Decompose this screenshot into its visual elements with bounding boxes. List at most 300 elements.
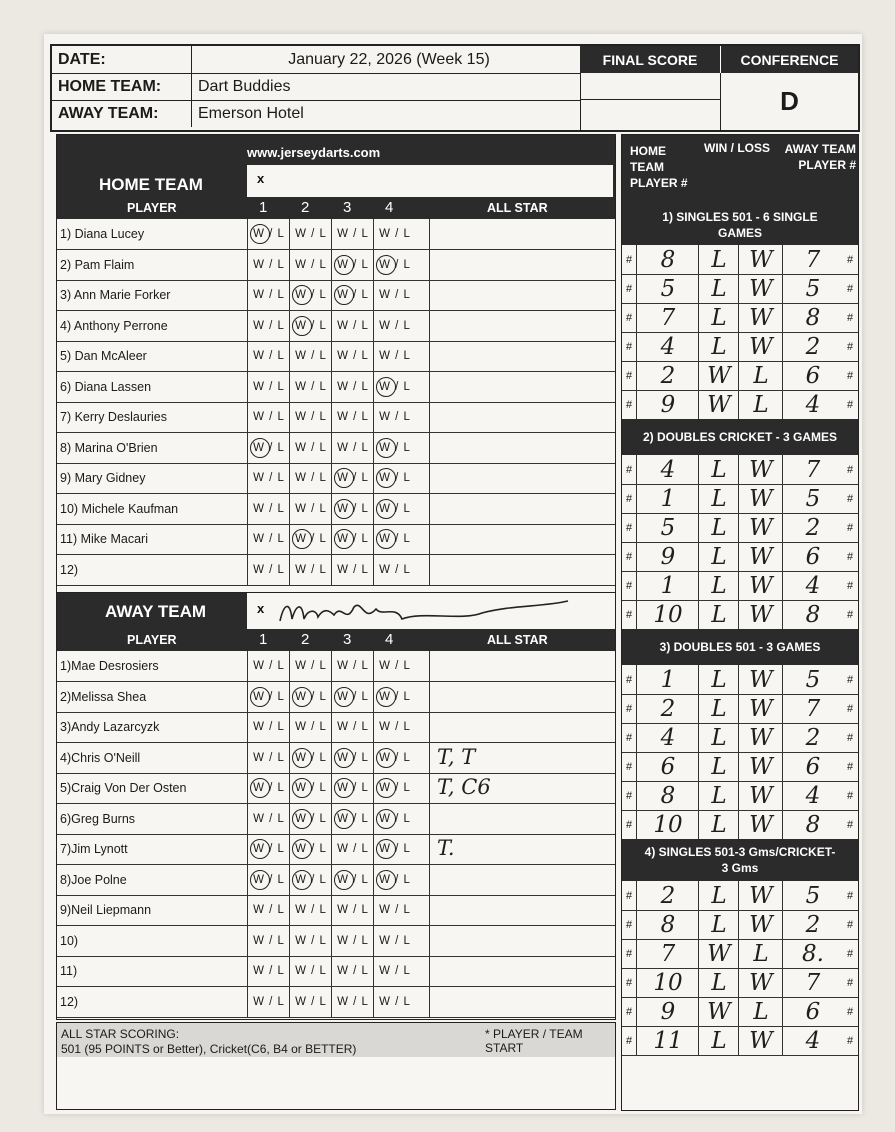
home-player-number: 9 (636, 542, 699, 571)
hash-left: # (625, 463, 633, 476)
home-game-1-result: W / L (247, 524, 290, 554)
home-win-loss: L (698, 513, 739, 542)
hash-right: # (846, 918, 854, 931)
away-game-1-result: W / L (247, 987, 290, 1017)
home-player-number: 9 (636, 997, 699, 1026)
home-win-loss: W (698, 361, 739, 390)
home-team-banner (57, 135, 615, 197)
away-game-1-result: W / L (247, 651, 290, 681)
home-player-number: 8 (636, 245, 699, 274)
away-game-3-result: W / L (331, 865, 374, 895)
section-3-game-row (622, 694, 858, 724)
home-player-name: 5) Dan McAleer (60, 349, 147, 363)
home-player-number: 10 (636, 600, 699, 629)
away-game-1-result: W / L (247, 712, 290, 742)
hash-right: # (846, 369, 854, 382)
home-game-4-result: W / L (373, 311, 416, 341)
hash-left: # (625, 1034, 633, 1047)
home-win-loss: L (698, 600, 739, 629)
away-marked-result-circle (334, 687, 354, 707)
away-game-2-result: W / L (289, 865, 332, 895)
home-player-name: 9) Mary Gidney (60, 471, 146, 485)
away-win-loss: W (738, 571, 783, 600)
home-allstar-cell (429, 311, 616, 341)
away-marked-result-circle (376, 778, 396, 798)
away-marked-result-circle (334, 809, 354, 829)
home-game-1-result: W / L (247, 250, 290, 280)
home-allstar-cell (429, 372, 616, 402)
away-win-loss: L (738, 361, 783, 390)
away-game-4-result: W / L (373, 956, 416, 986)
hash-right: # (846, 673, 854, 686)
home-game-3-result: W / L (331, 311, 374, 341)
home-player-name: 3) Ann Marie Forker (60, 288, 171, 302)
section-2-game-row (622, 542, 858, 572)
away-player-number: 2 (782, 332, 843, 361)
home-game-2-result: W / L (289, 219, 332, 249)
away-marked-result-circle (376, 809, 396, 829)
date-value: January 22, 2026 (Week 15) (288, 50, 490, 68)
away-marked-result-circle (376, 687, 396, 707)
home-win-loss: L (698, 274, 739, 303)
hash-right: # (846, 340, 854, 353)
away-game-3-result: W / L (331, 743, 374, 773)
hash-right: # (846, 521, 854, 534)
home-player-number: 9 (636, 390, 699, 419)
hash-right: # (846, 608, 854, 621)
hash-right: # (846, 550, 854, 563)
away-player-number: 6 (782, 752, 843, 781)
home-win-loss: L (698, 694, 739, 723)
away-player-number: 7 (782, 968, 843, 997)
section-1-game-row (622, 303, 858, 333)
away-player-number: 4 (782, 1026, 843, 1055)
away-marked-result-circle (292, 748, 312, 768)
home-game-4-result: W / L (373, 250, 416, 280)
away-game-3-result: W / L (331, 834, 374, 864)
date-label: DATE: (52, 46, 192, 73)
home-marked-result-circle (292, 285, 312, 305)
away-game-1-result: W / L (247, 834, 290, 864)
match-results-panel (621, 134, 859, 1111)
home-player-name: 8) Marina O'Brien (60, 440, 158, 455)
home-player-name: 2) Pam Flaim (60, 257, 135, 272)
player-team-start-note: * PLAYER / TEAM START (485, 1027, 583, 1055)
win-loss-label: WIN / LOSS (704, 141, 770, 155)
away-game-1-result: W / L (247, 865, 290, 895)
hash-left: # (625, 976, 633, 989)
home-game-2-result: W / L (289, 524, 332, 554)
away-player-row (57, 956, 615, 987)
hash-right: # (846, 889, 854, 902)
home-player-number: 2 (636, 694, 699, 723)
conference-value: D (720, 73, 858, 130)
away-game-1-result: W / L (247, 956, 290, 986)
home-game-4-result: W / L (373, 494, 416, 524)
home-game-2-result: W / L (289, 463, 332, 493)
hash-left: # (625, 760, 633, 773)
home-player-row (57, 311, 615, 342)
away-game-3-result: W / L (331, 712, 374, 742)
away-team-heading: AWAY TEAM (105, 602, 207, 621)
away-game-1-result: W / L (247, 804, 290, 834)
away-player-row (57, 651, 615, 682)
away-allstar-cell (429, 987, 616, 1017)
home-team-label: HOME TEAM: (52, 73, 192, 100)
away-allstar-cell (429, 651, 616, 681)
home-player-number: 4 (636, 723, 699, 752)
away-player-number: 5 (782, 484, 843, 513)
hash-left: # (625, 947, 633, 960)
away-game-4-result: W / L (373, 895, 416, 925)
home-player-row (57, 494, 615, 525)
away-game-2-result: W / L (289, 651, 332, 681)
home-win-loss: L (698, 303, 739, 332)
away-win-loss: W (738, 1026, 783, 1055)
home-game-4-result: W / L (373, 219, 416, 249)
away-game-1-result: W / L (247, 682, 290, 712)
away-allstar-cell (429, 682, 616, 712)
away-player-col-label: PLAYER (127, 633, 177, 647)
section-4-game-row (622, 968, 858, 998)
home-marked-result-circle (376, 499, 396, 519)
away-game-1-result: W / L (247, 895, 290, 925)
home-win-loss: L (698, 332, 739, 361)
away-marked-result-circle (250, 687, 270, 707)
home-marked-result-circle (376, 438, 396, 458)
home-player-name: 10) Michele Kaufman (60, 501, 179, 516)
hash-left: # (625, 789, 633, 802)
away-win-loss: W (738, 781, 783, 810)
away-game-4-result: W / L (373, 682, 416, 712)
away-marked-result-circle (376, 839, 396, 859)
away-team-banner (57, 593, 615, 629)
away-win-loss: W (738, 600, 783, 629)
away-game-3-label: 3 (343, 631, 352, 648)
home-player-name: 12) (60, 562, 79, 577)
away-game-2-result: W / L (289, 956, 332, 986)
away-game-4-result: W / L (373, 743, 416, 773)
away-game-4-result: W / L (373, 865, 416, 895)
away-player-number: 8 (782, 600, 843, 629)
section-2-title: 2) DOUBLES CRICKET - 3 GAMES (622, 419, 858, 455)
home-allstar-cell (429, 463, 616, 493)
home-allstar-cell (429, 555, 616, 585)
home-x-mark: x (257, 171, 265, 186)
home-marked-result-circle (292, 316, 312, 336)
away-win-loss: W (738, 303, 783, 332)
header-box (50, 44, 860, 132)
home-allstar-label: ALL STAR (487, 201, 548, 215)
section-2-game-row (622, 484, 858, 514)
section-1-game-row (622, 332, 858, 362)
away-win-loss: W (738, 810, 783, 839)
away-captain-signature (272, 595, 572, 629)
home-marked-result-circle (292, 529, 312, 549)
home-game-2-result: W / L (289, 494, 332, 524)
away-player-name: 3)Andy Lazarcyzk (60, 720, 160, 734)
away-marked-result-circle (250, 778, 270, 798)
hash-left: # (625, 889, 633, 902)
home-player-row (57, 280, 615, 311)
away-allstar-label: ALL STAR (487, 633, 548, 647)
away-game-2-result: W / L (289, 804, 332, 834)
away-player-number: 5 (782, 665, 843, 694)
away-player-row (57, 987, 615, 1018)
home-game-1-result: W / L (247, 463, 290, 493)
away-marked-result-circle (292, 778, 312, 798)
home-player-name: 11) Mike Macari (60, 532, 148, 546)
away-player-number: 4 (782, 571, 843, 600)
away-column-header (57, 629, 615, 651)
home-win-loss: L (698, 810, 739, 839)
home-player-number: 11 (636, 1026, 699, 1055)
home-game-4-result: W / L (373, 555, 416, 585)
away-win-loss: W (738, 513, 783, 542)
home-allstar-cell (429, 494, 616, 524)
home-team-table (56, 134, 616, 594)
away-allstar-cell (429, 895, 616, 925)
away-player-row (57, 712, 615, 743)
away-player-row (57, 926, 615, 957)
home-game-3-result: W / L (331, 463, 374, 493)
away-game-2-result: W / L (289, 773, 332, 803)
away-player-name: 2)Melissa Shea (60, 689, 147, 704)
home-player-number: 1 (636, 665, 699, 694)
home-marked-result-circle (250, 224, 270, 244)
away-marked-result-circle (334, 870, 354, 890)
hash-left: # (625, 818, 633, 831)
away-player-row (57, 743, 615, 774)
away-game-3-result: W / L (331, 956, 374, 986)
section-3-game-row (622, 723, 858, 753)
home-win-loss: W (698, 390, 739, 419)
away-player-name: 4)Chris O'Neill (60, 750, 141, 765)
away-player-number: 8 (782, 303, 843, 332)
section-2-game-row (622, 571, 858, 601)
hash-right: # (846, 731, 854, 744)
home-game-1-result: W / L (247, 219, 290, 249)
away-game-4-result: W / L (373, 926, 416, 956)
section-3-title: 3) DOUBLES 501 - 3 GAMES (622, 629, 858, 665)
away-team-label: AWAY TEAM: (52, 100, 192, 127)
home-marked-result-circle (376, 529, 396, 549)
section-3-game-row (622, 665, 858, 695)
away-player-name: 12) (60, 994, 79, 1009)
home-game-2-result: W / L (289, 433, 332, 463)
home-player-number: 10 (636, 968, 699, 997)
hash-right: # (846, 398, 854, 411)
hash-right: # (846, 702, 854, 715)
final-score-label: FINAL SCORE (580, 46, 720, 73)
away-player-row (57, 804, 615, 835)
hash-right: # (846, 311, 854, 324)
home-marked-result-circle (250, 438, 270, 458)
home-game-3-result: W / L (331, 250, 374, 280)
hash-right: # (846, 976, 854, 989)
away-game-4-result: W / L (373, 834, 416, 864)
hash-right: # (846, 1005, 854, 1018)
home-game-4-result: W / L (373, 524, 416, 554)
away-win-loss: W (738, 542, 783, 571)
home-team-value: Dart Buddies (198, 77, 291, 95)
section-1-game-row (622, 361, 858, 391)
away-player-number: 5 (782, 881, 843, 910)
away-player-row (57, 682, 615, 713)
away-player-name: 9)Neil Liepmann (60, 903, 152, 917)
home-game-2-label: 2 (301, 199, 310, 216)
home-win-loss: L (698, 968, 739, 997)
home-win-loss: L (698, 781, 739, 810)
hash-right: # (846, 1034, 854, 1047)
date-row (52, 46, 580, 74)
home-game-3-result: W / L (331, 524, 374, 554)
section-4-game-row (622, 997, 858, 1027)
away-player-name: 1)Mae Desrosiers (60, 659, 159, 673)
home-allstar-cell (429, 433, 616, 463)
away-allstar-cell (429, 926, 616, 956)
away-player-number: 4 (782, 390, 843, 419)
home-game-4-label: 4 (385, 199, 394, 216)
away-game-4-label: 4 (385, 631, 394, 648)
section-1-game-row (622, 274, 858, 304)
hash-left: # (625, 918, 633, 931)
home-game-2-result: W / L (289, 250, 332, 280)
hash-right: # (846, 760, 854, 773)
home-win-loss: W (698, 997, 739, 1026)
away-allstar-note: T. (437, 836, 455, 860)
section-3-game-row (622, 810, 858, 840)
away-player-name: 5)Craig Von Der Osten (60, 781, 187, 795)
home-game-3-result: W / L (331, 372, 374, 402)
away-game-2-result: W / L (289, 682, 332, 712)
home-allstar-cell (429, 524, 616, 554)
home-game-2-result: W / L (289, 372, 332, 402)
away-marked-result-circle (292, 870, 312, 890)
away-game-3-result: W / L (331, 773, 374, 803)
home-allstar-cell (429, 280, 616, 310)
final-score-home-box (580, 73, 720, 100)
home-captain-signature-box (247, 165, 613, 197)
away-win-loss: W (738, 910, 783, 939)
section-4-game-row (622, 881, 858, 911)
allstar-scoring-rules: 501 (95 POINTS or Better), Cricket(C6, B4 or BETTER) (61, 1042, 357, 1056)
home-player-row (57, 555, 615, 586)
home-player-name: 6) Diana Lassen (60, 379, 152, 394)
hash-right: # (846, 492, 854, 505)
section-2-game-row (622, 513, 858, 543)
away-game-2-label: 2 (301, 631, 310, 648)
home-player-number: 2 (636, 881, 699, 910)
home-win-loss: L (698, 245, 739, 274)
away-game-2-result: W / L (289, 987, 332, 1017)
home-marked-result-circle (376, 468, 396, 488)
hash-right: # (846, 463, 854, 476)
home-game-1-result: W / L (247, 341, 290, 371)
away-game-3-result: W / L (331, 651, 374, 681)
away-team-table (56, 592, 616, 1020)
home-win-loss: W (698, 939, 739, 968)
section-3-game-row (622, 781, 858, 811)
away-team-value: Emerson Hotel (198, 104, 304, 122)
home-game-1-result: W / L (247, 311, 290, 341)
home-game-2-result: W / L (289, 402, 332, 432)
home-allstar-cell (429, 402, 616, 432)
away-player-number: 2 (782, 723, 843, 752)
hash-left: # (625, 731, 633, 744)
away-game-4-result: W / L (373, 651, 416, 681)
home-player-number: 1 (636, 484, 699, 513)
hash-left: # (625, 673, 633, 686)
hash-left: # (625, 550, 633, 563)
away-game-1-result: W / L (247, 773, 290, 803)
home-win-loss: L (698, 881, 739, 910)
hash-left: # (625, 311, 633, 324)
away-win-loss: L (738, 997, 783, 1026)
away-marked-result-circle (292, 687, 312, 707)
away-game-4-result: W / L (373, 712, 416, 742)
home-player-name: 4) Anthony Perrone (60, 318, 168, 333)
home-game-1-label: 1 (259, 199, 268, 216)
home-game-4-result: W / L (373, 372, 416, 402)
home-player-col-label: PLAYER (127, 201, 177, 215)
away-win-loss: W (738, 274, 783, 303)
away-marked-result-circle (292, 839, 312, 859)
home-marked-result-circle (376, 255, 396, 275)
home-player-row (57, 524, 615, 555)
away-marked-result-circle (250, 870, 270, 890)
away-game-3-result: W / L (331, 682, 374, 712)
home-game-4-result: W / L (373, 341, 416, 371)
home-game-1-result: W / L (247, 372, 290, 402)
hash-right: # (846, 253, 854, 266)
section-1-game-row (622, 245, 858, 275)
away-player-row (57, 865, 615, 896)
away-game-4-result: W / L (373, 804, 416, 834)
conference-label: CONFERENCE (720, 46, 858, 73)
away-win-loss: L (738, 939, 783, 968)
away-game-2-result: W / L (289, 743, 332, 773)
home-game-4-result: W / L (373, 402, 416, 432)
away-game-3-result: W / L (331, 987, 374, 1017)
home-allstar-cell (429, 250, 616, 280)
away-player-row (57, 773, 615, 804)
home-game-4-result: W / L (373, 433, 416, 463)
allstar-scoring-title: ALL STAR SCORING: (61, 1027, 180, 1041)
footer-box (56, 1022, 616, 1110)
away-allstar-cell (429, 834, 616, 864)
home-game-3-result: W / L (331, 433, 374, 463)
home-win-loss: L (698, 571, 739, 600)
away-game-1-result: W / L (247, 926, 290, 956)
hash-left: # (625, 521, 633, 534)
away-player-number: 7 (782, 245, 843, 274)
home-game-1-result: W / L (247, 280, 290, 310)
home-game-1-result: W / L (247, 402, 290, 432)
home-player-number: 7 (636, 939, 699, 968)
home-player-name: 7) Kerry Deslauries (60, 410, 167, 424)
home-player-row (57, 341, 615, 372)
home-player-number: 8 (636, 781, 699, 810)
home-marked-result-circle (334, 499, 354, 519)
home-game-3-result: W / L (331, 494, 374, 524)
hash-left: # (625, 608, 633, 621)
home-marked-result-circle (334, 285, 354, 305)
home-game-1-result: W / L (247, 433, 290, 463)
away-x-mark: x (257, 601, 265, 616)
home-win-loss: L (698, 542, 739, 571)
away-team-row (52, 100, 580, 127)
